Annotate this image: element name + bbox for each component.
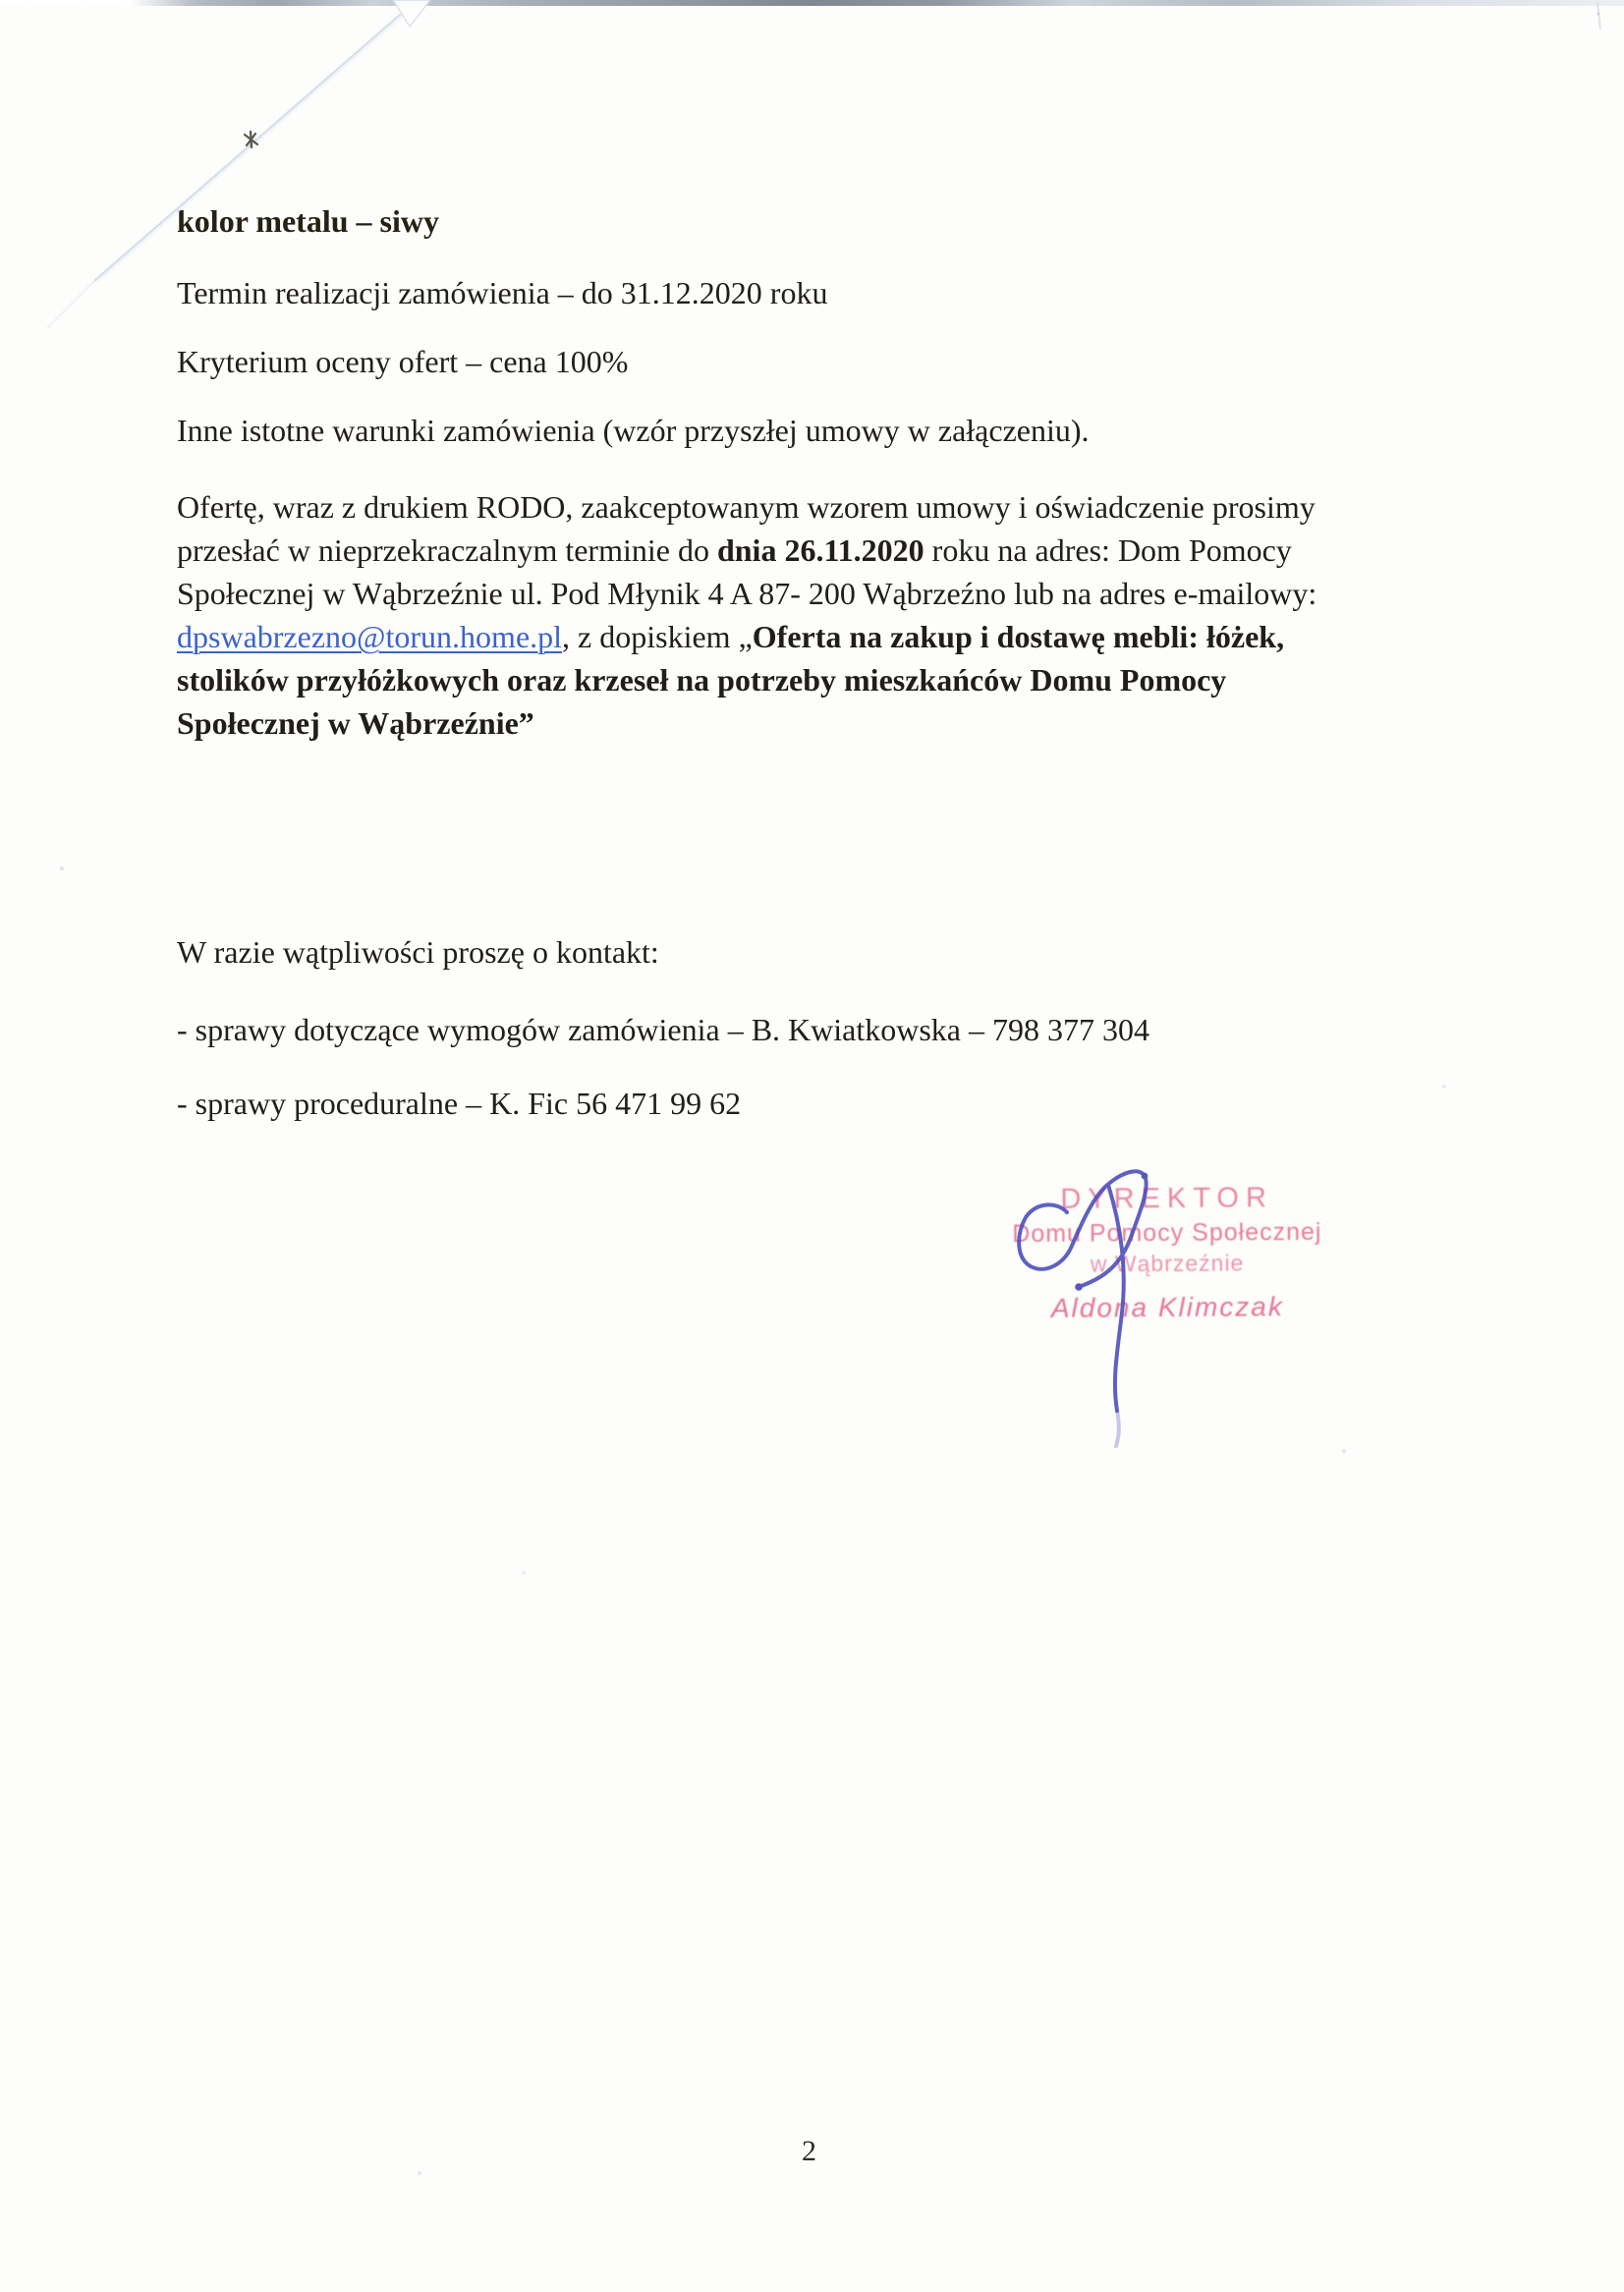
contact-item-procedural: - sprawy proceduralne – K. Fic 56 471 99 62 <box>177 1086 742 1121</box>
offer-text-bold: stolików przyłóżkowych oraz krzeseł na potrzeby mieszkańców Domu Pomocy <box>177 662 1227 698</box>
offer-text: Ofertę, wraz z drukiem RODO, zaakceptowanym wzorem umowy i oświadczenie prosimy <box>177 489 1316 525</box>
line-inne-warunki: Inne istotne warunki zamówienia (wzór przyszłej umowy w załączeniu). <box>177 413 1090 448</box>
offer-text-bold: Społecznej w Wąbrzeźnie” <box>177 705 534 741</box>
email-link[interactable]: dpswabrzezno@torun.home.pl <box>177 619 563 654</box>
offer-paragraph <box>177 485 1316 745</box>
offer-paragraph-line <box>177 529 1316 572</box>
line-termin-realizacji: Termin realizacji zamówienia – do 31.12.2020 roku <box>177 275 828 310</box>
offer-paragraph-line <box>177 572 1316 615</box>
offer-paragraph-line <box>177 701 1316 745</box>
line-kryterium-oceny: Kryterium oceny ofert – cena 100% <box>177 344 629 379</box>
offer-text-bold: Oferta na zakup i dostawę mebli: łóżek, <box>752 619 1285 654</box>
line-kolor-metalu: kolor metalu – siwy <box>177 203 439 239</box>
ink-speck-mark <box>245 132 257 147</box>
director-ink-stamp <box>1004 1182 1331 1324</box>
contact-intro: W razie wątpliwości proszę o kontakt: <box>177 934 659 970</box>
stamp-signer-name: Aldona Klimczak <box>1050 1291 1284 1323</box>
stamp-title: DYREKTOR <box>1060 1182 1274 1215</box>
offer-text: przesłać w nieprzekraczalnym terminie do <box>177 532 717 568</box>
offer-paragraph-line <box>177 615 1316 658</box>
scan-edge-artifact <box>0 0 1624 6</box>
offer-text: Społecznej w Wąbrzeźnie ul. Pod Młynik 4 A 87- 200 Wąbrzeźno lub na adres e-mailowy: <box>177 576 1317 611</box>
offer-text: , z dopiskiem „ <box>562 619 753 654</box>
offer-text-bold: dnia 26.11.2020 <box>716 532 924 568</box>
page-number: 2 <box>802 2135 816 2167</box>
offer-paragraph-line <box>177 485 1316 529</box>
offer-text: roku na adres: Dom Pomocy <box>924 532 1292 568</box>
contact-item-requirements: - sprawy dotyczące wymogów zamówienia – B. Kwiatkowska – 798 377 304 <box>177 1012 1149 1047</box>
stamp-org-line2: w Wąbrzeźnie <box>1090 1250 1245 1277</box>
offer-paragraph-line <box>177 658 1316 701</box>
stamp-org-line1: Domu Pomocy Społecznej <box>1012 1217 1322 1249</box>
